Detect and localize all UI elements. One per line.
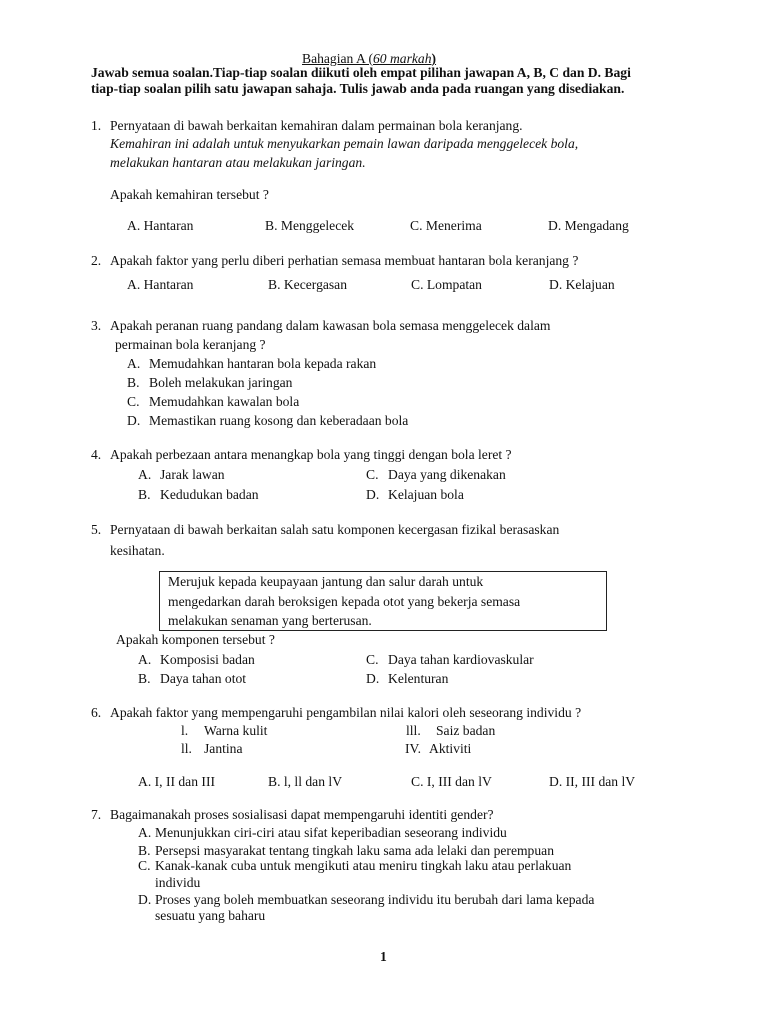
q5-number: 5. xyxy=(91,522,102,537)
q5-option-c-text: Daya tahan kardiovaskular xyxy=(388,652,534,667)
section-title-marks: 60 markah xyxy=(372,51,432,66)
instructions-line-1: Jawab semua soalan.Tiap-tiap soalan diikuti oleh empat pilihan jawapan A, B, C dan D. Bagi xyxy=(91,65,631,80)
q1-statement-line-1: Kemahiran ini adalah untuk menyukarkan pemain lawan daripada menggelecek bola, xyxy=(110,136,579,151)
q4-number: 4. xyxy=(91,447,102,462)
q1-text: Pernyataan di bawah berkaitan kemahiran dalam permainan bola keranjang. xyxy=(110,118,523,133)
q3-option-b-text: Boleh melakukan jaringan xyxy=(149,375,293,390)
instructions-line-2: tiap-tiap soalan pilih satu jawapan sahaja. Tulis jawab anda pada ruangan yang disediakan. xyxy=(91,81,625,96)
q7-option-c-letter: C. xyxy=(138,858,151,873)
q7-option-b-text: Persepsi masyarakat tentang tingkah laku sama ada lelaki dan perempuan xyxy=(155,843,554,858)
q5-question: Apakah komponen tersebut ? xyxy=(116,632,275,647)
q4-option-d-text: Kelajuan bola xyxy=(388,487,464,502)
q3-option-d-text: Memastikan ruang kosong dan keberadaan bola xyxy=(149,413,409,428)
q1-option-c: C. Menerima xyxy=(410,218,482,233)
q6-option-a: A. I, II dan III xyxy=(138,774,215,789)
q3-text-line-2: permainan bola keranjang ? xyxy=(115,337,266,352)
q4-option-a-letter: A. xyxy=(138,467,152,482)
q6-text: Apakah faktor yang mempengaruhi pengambilan nilai kalori oleh seseorang individu ? xyxy=(110,705,582,720)
q3-text-line-1: Apakah peranan ruang pandang dalam kawasan bola semasa menggelecek dalam xyxy=(110,318,551,333)
q3-option-c-text: Memudahkan kawalan bola xyxy=(149,394,300,409)
q1-statement-line-2: melakukan hantaran atau melakukan jaringan. xyxy=(110,155,366,170)
section-title-suffix: ) xyxy=(431,51,437,66)
q5-option-d-text: Kelenturan xyxy=(388,671,449,686)
q6-number: 6. xyxy=(91,705,102,720)
q7-number: 7. xyxy=(91,807,102,822)
q7-option-b-letter: B. xyxy=(138,843,151,858)
q6-item-1-text: Warna kulit xyxy=(204,723,268,738)
q4-option-c-letter: C. xyxy=(366,467,379,482)
q4-option-b-text: Kedudukan badan xyxy=(160,487,259,502)
section-title-prefix: Bahagian A ( xyxy=(302,51,373,66)
q5-box-line-3: melakukan senaman yang berterusan. xyxy=(168,613,372,628)
q6-option-b: B. l, ll dan lV xyxy=(268,774,343,789)
q1-option-a: A. Hantaran xyxy=(127,218,194,233)
q6-option-c: C. I, III dan lV xyxy=(411,774,492,789)
q7-option-a-text: Menunjukkan ciri-ciri atau sifat keperibadian seseorang individu xyxy=(155,825,507,840)
q7-text: Bagaimanakah proses sosialisasi dapat mempengaruhi identiti gender? xyxy=(110,807,494,822)
q1-option-b: B. Menggelecek xyxy=(265,218,355,233)
q7-option-d-text-line-2: sesuatu yang baharu xyxy=(155,908,266,923)
page-number: 1 xyxy=(380,949,387,964)
q6-item-4-numeral: IV. xyxy=(405,741,421,756)
q2-option-a: A. Hantaran xyxy=(127,277,194,292)
q4-option-c-text: Daya yang dikenakan xyxy=(388,467,506,482)
q5-option-b-letter: B. xyxy=(138,671,151,686)
q3-option-a-text: Memudahkan hantaran bola kepada rakan xyxy=(149,356,377,371)
q4-text: Apakah perbezaan antara menangkap bola yang tinggi dengan bola leret ? xyxy=(110,447,512,462)
q5-text-line-2: kesihatan. xyxy=(110,543,165,558)
q6-item-3-numeral: lll. xyxy=(406,723,421,738)
q3-option-d-letter: D. xyxy=(127,413,141,428)
q2-number: 2. xyxy=(91,253,102,268)
q7-option-a-letter: A. xyxy=(138,825,152,840)
q3-option-a-letter: A. xyxy=(127,356,141,371)
q5-text-line-1: Pernyataan di bawah berkaitan salah satu komponen kecergasan fizikal berasaskan xyxy=(110,522,560,537)
q6-item-3-text: Saiz badan xyxy=(436,723,496,738)
q7-option-c-text-line-2: individu xyxy=(155,875,201,890)
q5-box-line-2: mengedarkan darah beroksigen kepada otot yang bekerja semasa xyxy=(168,594,521,609)
q1-question: Apakah kemahiran tersebut ? xyxy=(110,187,269,202)
q5-box-line-1: Merujuk kepada keupayaan jantung dan salur darah untuk xyxy=(168,574,484,589)
q6-item-4-text: Aktiviti xyxy=(429,741,472,756)
q4-option-d-letter: D. xyxy=(366,487,380,502)
q5-option-d-letter: D. xyxy=(366,671,380,686)
q1-option-d: D. Mengadang xyxy=(548,218,629,233)
q5-option-c-letter: C. xyxy=(366,652,379,667)
q3-option-c-letter: C. xyxy=(127,394,140,409)
q5-option-a-text: Komposisi badan xyxy=(160,652,255,667)
q4-option-b-letter: B. xyxy=(138,487,151,502)
q3-number: 3. xyxy=(91,318,102,333)
q6-item-1-numeral: l. xyxy=(181,723,189,738)
q2-text: Apakah faktor yang perlu diberi perhatian semasa membuat hantaran bola keranjang ? xyxy=(110,253,579,268)
q5-option-b-text: Daya tahan otot xyxy=(160,671,247,686)
q5-option-a-letter: A. xyxy=(138,652,152,667)
q2-option-c: C. Lompatan xyxy=(411,277,482,292)
q2-option-b: B. Kecergasan xyxy=(268,277,348,292)
q2-option-d: D. Kelajuan xyxy=(549,277,615,292)
q6-item-2-text: Jantina xyxy=(204,741,243,756)
q3-option-b-letter: B. xyxy=(127,375,140,390)
q1-number: 1. xyxy=(91,118,102,133)
q6-item-2-numeral: ll. xyxy=(181,741,192,756)
q7-option-d-letter: D. xyxy=(138,892,152,907)
q4-option-a-text: Jarak lawan xyxy=(160,467,225,482)
q7-option-c-text-line-1: Kanak-kanak cuba untuk mengikuti atau meniru tingkah laku atau perlakuan xyxy=(155,858,572,873)
q6-option-d: D. II, III dan lV xyxy=(549,774,636,789)
q7-option-d-text-line-1: Proses yang boleh membuatkan seseorang individu itu berubah dari lama kepada xyxy=(155,892,595,907)
